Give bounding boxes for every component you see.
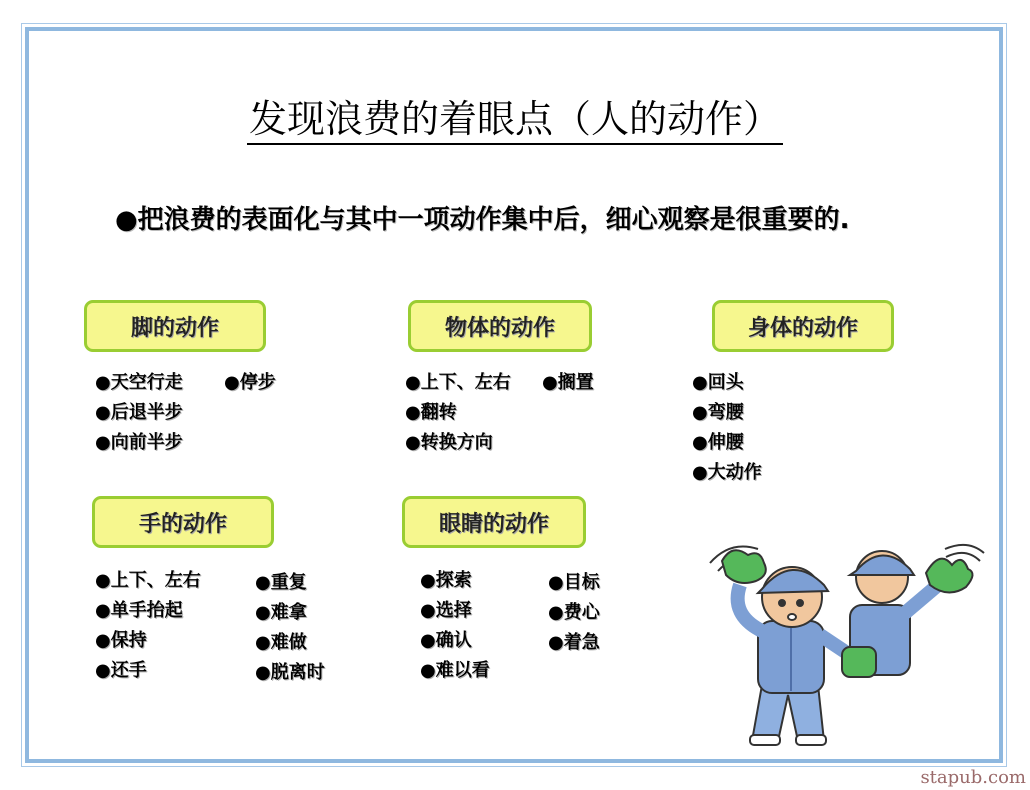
object-item: ●翻转 (405, 402, 457, 423)
slide-title: 发现浪费的着眼点（人的动作） (0, 88, 1030, 143)
hand-item: ●还手 (95, 660, 147, 681)
category-box-eyes: 眼睛的动作 (402, 496, 586, 548)
eyes-item: ●目标 (548, 572, 600, 593)
eyes-item: ●费心 (548, 602, 600, 623)
hand-item: ●难做 (255, 632, 307, 653)
body-item: ●弯腰 (692, 402, 744, 423)
eyes-item: ●难以看 (420, 660, 490, 681)
body-item: ●回头 (692, 372, 744, 393)
object-item: ●搁置 (542, 372, 594, 393)
category-box-object: 物体的动作 (408, 300, 592, 352)
hand-item: ●上下、左右 (95, 570, 201, 591)
feet-item: ●向前半步 (95, 432, 183, 453)
hand-item: ●脱离时 (255, 662, 325, 683)
eyes-item: ●确认 (420, 630, 472, 651)
intro-text: ●把浪费的表面化与其中一项动作集中后，细心观察是很重要的. (115, 205, 850, 235)
workers-illustration (700, 535, 990, 750)
category-box-hand: 手的动作 (92, 496, 274, 548)
hand-item: ●重复 (255, 572, 307, 593)
feet-item: ●天空行走 (95, 372, 183, 393)
eyes-item: ●探索 (420, 570, 472, 591)
eyes-item: ●选择 (420, 600, 472, 621)
hand-item: ●难拿 (255, 602, 307, 623)
object-item: ●上下、左右 (405, 372, 511, 393)
category-box-feet: 脚的动作 (84, 300, 266, 352)
category-box-body: 身体的动作 (712, 300, 894, 352)
hand-item: ●保持 (95, 630, 147, 651)
eyes-item: ●着急 (548, 632, 600, 653)
watermark: stapub.com (920, 767, 1026, 788)
feet-item: ●后退半步 (95, 402, 183, 423)
body-item: ●大动作 (692, 462, 762, 483)
object-item: ●转换方向 (405, 432, 493, 453)
hand-item: ●单手抬起 (95, 600, 183, 621)
feet-item: ●停步 (224, 372, 276, 393)
body-item: ●伸腰 (692, 432, 744, 453)
